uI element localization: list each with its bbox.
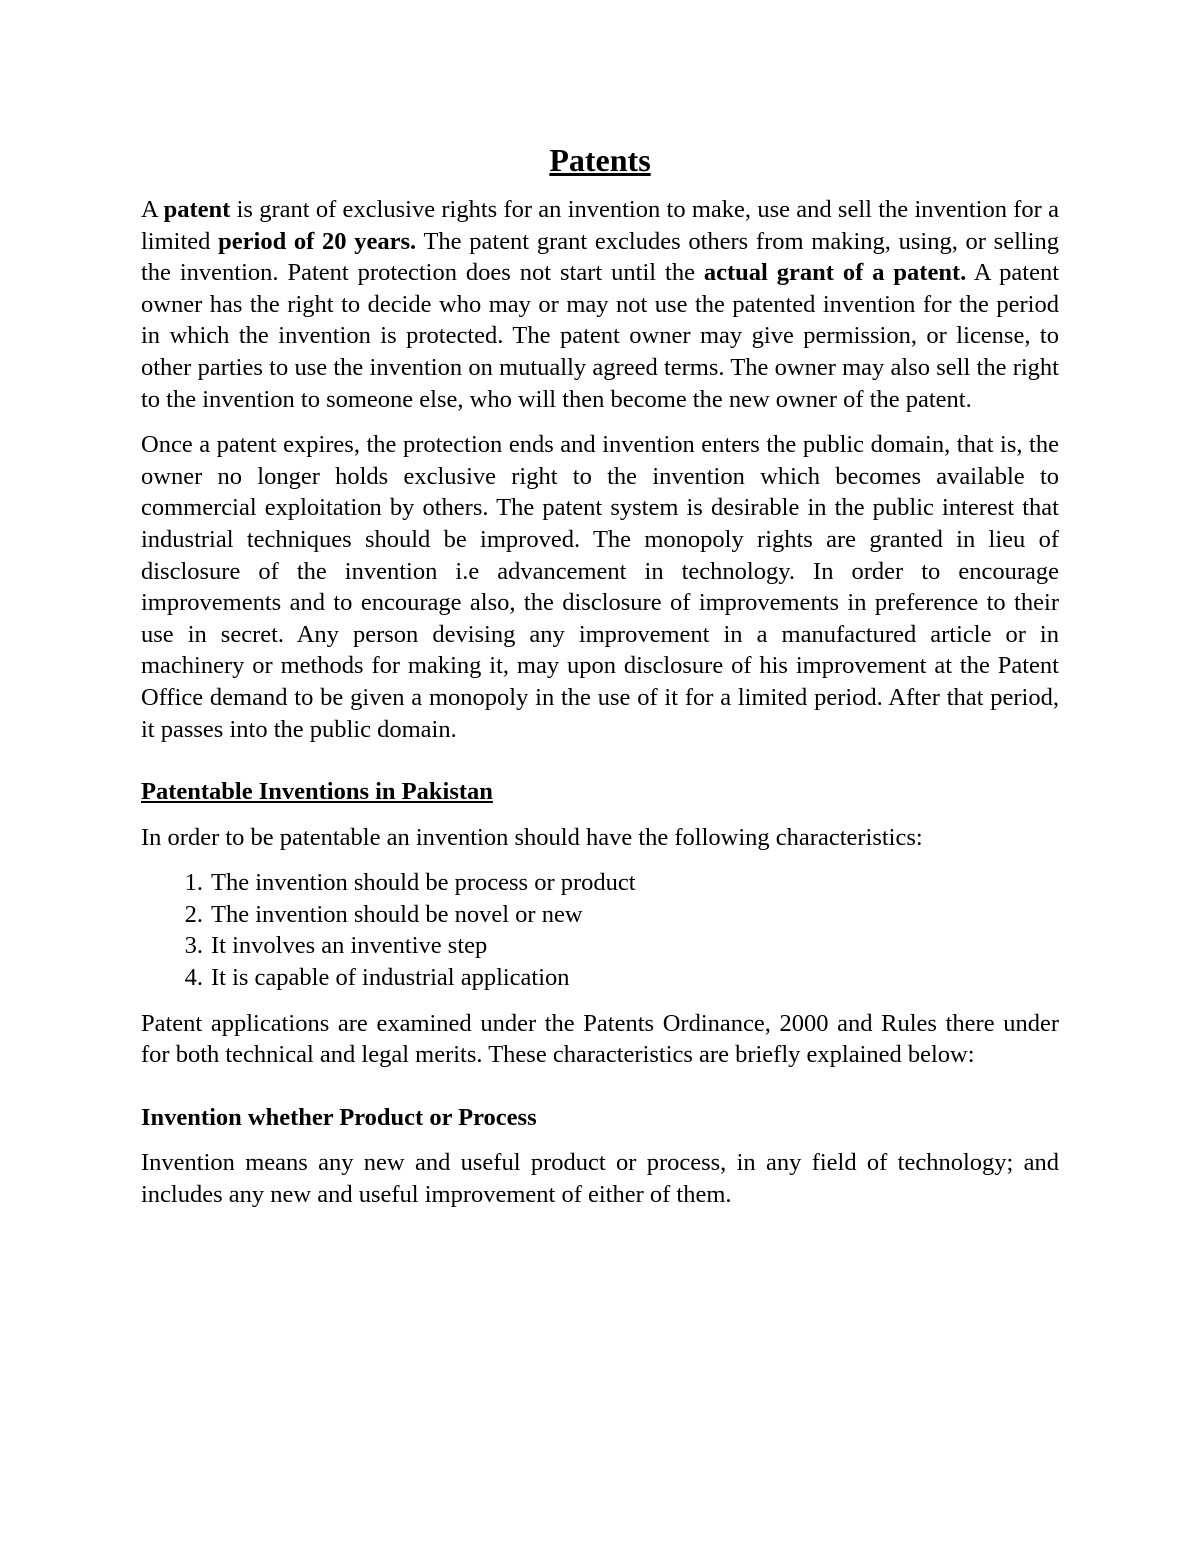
para1-bold-grant: actual grant of a patent. (703, 259, 967, 287)
para1-text-4: A patent owner has the right to decide who may or may not use the patented invention for the period in which the invention is protected. The patent owner may give permission, or license, to other parties to use the invention on mutually agreed terms. The owner may also sell the right to the invention to someone else, who will then become the new owner of the patent. (141, 259, 1059, 413)
list-item (141, 962, 1059, 994)
list-item (141, 899, 1059, 931)
paragraph-invention-definition: Invention means any new and useful product or process, in any field of technology; and includes any new and useful improvement of either of them. (141, 1149, 1059, 1209)
paragraph-examination: Patent applications are examined under the Patents Ordinance, 2000 and Rules there under for both technical and legal merits. These characteristics are briefly explained below: (141, 1009, 1059, 1069)
list-item-number: 1. (184, 869, 203, 897)
para1-text-1: A (141, 196, 164, 223)
list-item (141, 867, 1059, 899)
paragraph-patent-definition (141, 194, 1059, 415)
list-item-text: The invention should be process or product (211, 869, 636, 897)
page-title: Patents (549, 142, 651, 178)
paragraph-characteristics-intro: In order to be patentable an invention should have the following characteristics: (141, 823, 923, 851)
section-heading-product-or-process: Invention whether Product or Process (141, 1103, 537, 1131)
list-item-number: 3. (184, 932, 203, 960)
para1-bold-period: period of 20 years. (218, 227, 417, 255)
list-item-text: It involves an inventive step (211, 932, 488, 960)
list-item-number: 2. (184, 900, 203, 928)
paragraph-patent-expiry: Once a patent expires, the protection ends and invention enters the public domain, that is, the owner no longer holds exclusive right to the invention which becomes available to commercial exploitation by others. The patent system is desirable in the public interest that industrial techniques should be improved. The monopoly rights are granted in lieu of disclosure of the invention i.e advancement in technology. In order to encourage improvements and to encourage also, the disclosure of improvements in preference to their use in secret. Any person devising any improvement in a manufactured article or in machinery or methods for making it, may upon disclosure of his improvement at the Patent Office demand to be given a monopoly in the use of it for a limited period. After that period, it passes into the public domain. (141, 431, 1059, 743)
para1-text-3: The patent grant excludes others from making, using, or selling the invention. Patent protection does not start until the (141, 227, 1059, 287)
para1-text-2: is grant of exclusive rights for an invention to make, use and sell the invention for a limited (141, 196, 1059, 255)
document-page (141, 140, 1059, 1211)
para1-bold-patent: patent (163, 196, 231, 223)
list-item-number: 4. (184, 964, 203, 992)
list-item (141, 930, 1059, 962)
list-item-text: It is capable of industrial application (211, 964, 570, 992)
characteristics-list (141, 867, 1059, 993)
list-item-text: The invention should be novel or new (211, 900, 583, 928)
section-heading-patentable-inventions: Patentable Inventions in Pakistan (141, 778, 493, 806)
